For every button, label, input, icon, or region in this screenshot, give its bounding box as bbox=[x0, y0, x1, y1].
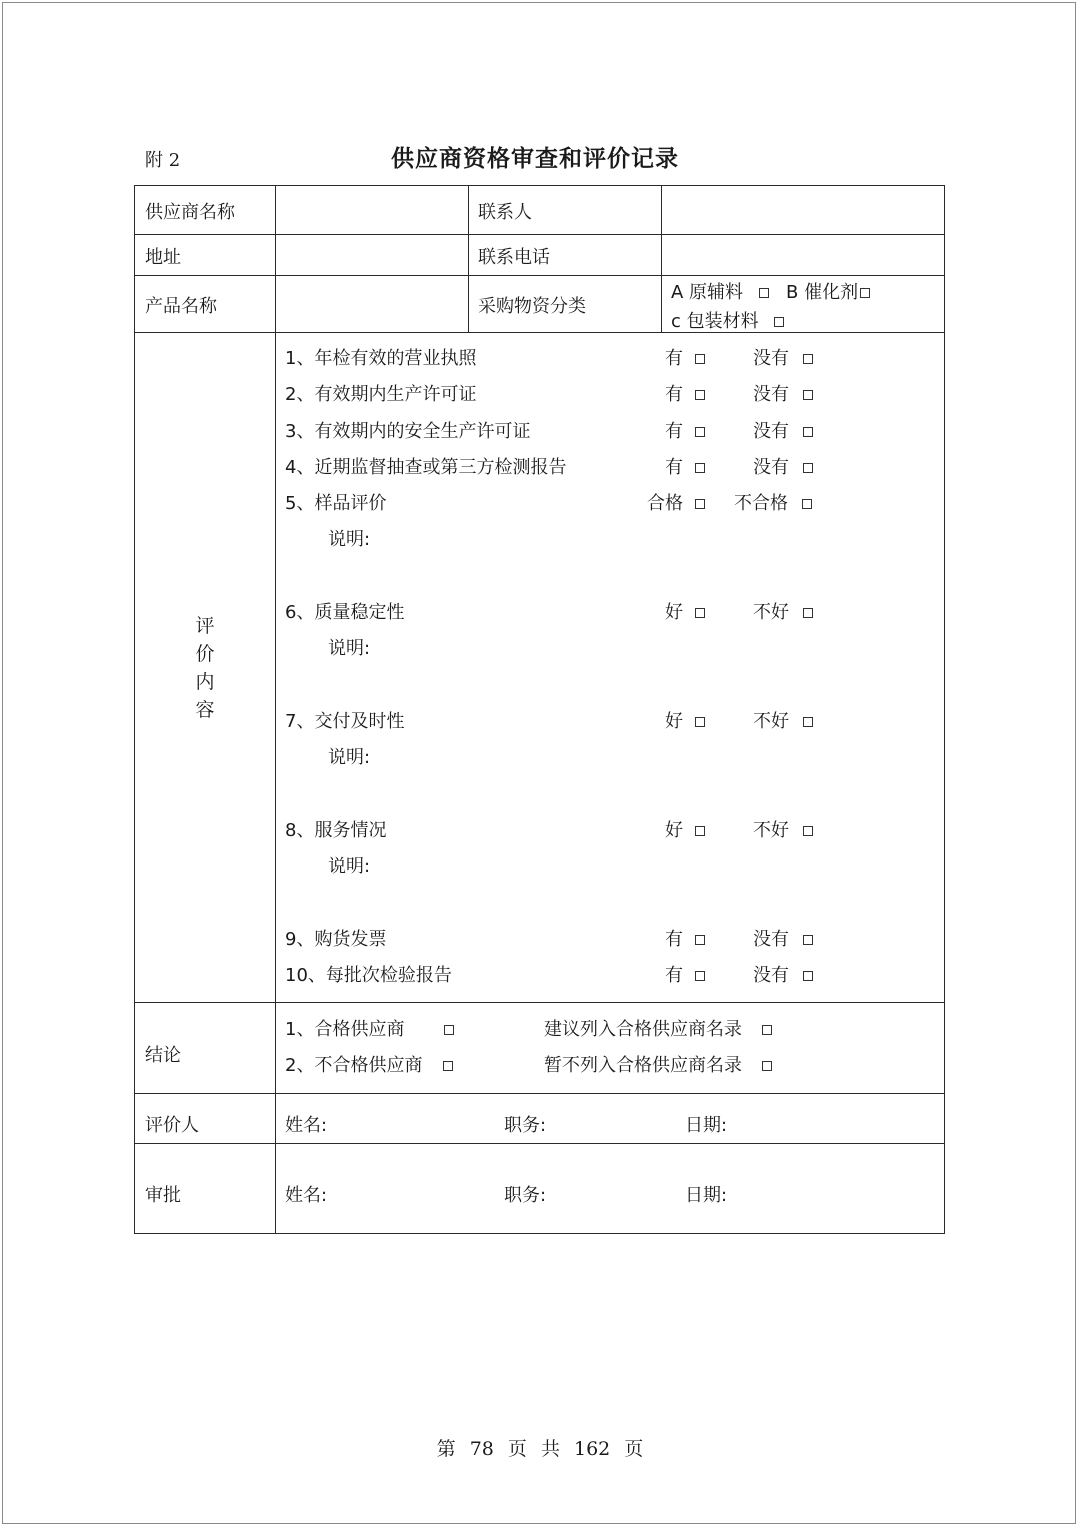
evaluation-option-1[interactable]: 好 bbox=[665, 707, 705, 733]
checkbox-icon[interactable] bbox=[762, 1061, 772, 1071]
note-label: 说明: bbox=[328, 747, 371, 768]
checkbox-icon[interactable] bbox=[803, 971, 813, 981]
evaluation-option-1[interactable]: 好 bbox=[665, 598, 705, 624]
checkbox-icon[interactable] bbox=[695, 463, 705, 473]
conclusion-option-qualified[interactable]: 1、合格供应商 bbox=[285, 1015, 454, 1041]
evaluation-option-2[interactable]: 没有 bbox=[753, 961, 813, 987]
evaluation-option-2[interactable]: 不合格 bbox=[734, 489, 812, 515]
checkbox-icon[interactable] bbox=[443, 1061, 453, 1071]
checkbox-icon[interactable] bbox=[803, 463, 813, 473]
evaluation-item-text: 10、每批次检验报告 bbox=[285, 965, 452, 986]
checkbox-icon[interactable] bbox=[774, 317, 784, 327]
evaluator-date-label: 日期: bbox=[685, 1115, 728, 1136]
evaluation-item-text: 8、服务情况 bbox=[285, 820, 387, 841]
evaluation-section-label: 评 价 内 容 bbox=[195, 615, 215, 721]
contact-person-label: 联系人 bbox=[478, 202, 532, 223]
checkbox-icon[interactable] bbox=[803, 354, 813, 364]
evaluation-option-1[interactable]: 有 bbox=[665, 453, 705, 479]
approval-date-label: 日期: bbox=[685, 1185, 728, 1206]
checkbox-icon[interactable] bbox=[695, 608, 705, 618]
checkbox-icon[interactable] bbox=[803, 608, 813, 618]
evaluation-option-2[interactable]: 不好 bbox=[753, 598, 813, 624]
checkbox-icon[interactable] bbox=[802, 499, 812, 509]
evaluation-item-text: 7、交付及时性 bbox=[285, 711, 405, 732]
conclusion-note-exclude[interactable]: 暂不列入合格供应商名录 bbox=[544, 1051, 772, 1077]
evaluator-label: 评价人 bbox=[145, 1115, 199, 1136]
evaluation-option-2[interactable]: 没有 bbox=[753, 380, 813, 406]
evaluation-item-text: 9、购货发票 bbox=[285, 929, 387, 950]
evaluation-option-2[interactable]: 没有 bbox=[753, 925, 813, 951]
product-name-label: 产品名称 bbox=[145, 296, 217, 317]
evaluation-option-1[interactable]: 好 bbox=[665, 816, 705, 842]
checkbox-icon[interactable] bbox=[695, 971, 705, 981]
category-option-b[interactable]: B 催化剂 bbox=[786, 278, 870, 304]
approval-name-label: 姓名: bbox=[285, 1185, 328, 1206]
checkbox-icon[interactable] bbox=[803, 390, 813, 400]
evaluation-item-text: 5、样品评价 bbox=[285, 493, 387, 514]
checkbox-icon[interactable] bbox=[759, 288, 769, 298]
checkbox-icon[interactable] bbox=[762, 1025, 772, 1035]
conclusion-note-include[interactable]: 建议列入合格供应商名录 bbox=[544, 1015, 772, 1041]
evaluation-item-text: 4、近期监督抽查或第三方检测报告 bbox=[285, 457, 567, 478]
checkbox-icon[interactable] bbox=[695, 826, 705, 836]
checkbox-icon[interactable] bbox=[803, 935, 813, 945]
checkbox-icon[interactable] bbox=[860, 288, 870, 298]
evaluation-option-1[interactable]: 有 bbox=[665, 417, 705, 443]
evaluation-option-1[interactable]: 有 bbox=[665, 925, 705, 951]
evaluation-option-1[interactable]: 有 bbox=[665, 961, 705, 987]
phone-label: 联系电话 bbox=[478, 247, 550, 268]
checkbox-icon[interactable] bbox=[444, 1025, 454, 1035]
checkbox-icon[interactable] bbox=[803, 427, 813, 437]
category-label: 采购物资分类 bbox=[478, 296, 586, 317]
checkbox-icon[interactable] bbox=[695, 390, 705, 400]
evaluation-item-text: 1、年检有效的营业执照 bbox=[285, 348, 477, 369]
evaluation-option-1[interactable]: 有 bbox=[665, 380, 705, 406]
annex-label: 附 2 bbox=[145, 150, 181, 171]
checkbox-icon[interactable] bbox=[803, 717, 813, 727]
checkbox-icon[interactable] bbox=[695, 354, 705, 364]
evaluator-position-label: 职务: bbox=[504, 1115, 547, 1136]
page-border bbox=[2, 2, 1076, 1524]
evaluation-item-text: 6、质量稳定性 bbox=[285, 602, 405, 623]
note-label: 说明: bbox=[328, 638, 371, 659]
evaluation-option-2[interactable]: 没有 bbox=[753, 417, 813, 443]
conclusion-label: 结论 bbox=[145, 1045, 181, 1066]
note-label: 说明: bbox=[328, 529, 371, 550]
checkbox-icon[interactable] bbox=[695, 935, 705, 945]
conclusion-option-unqualified[interactable]: 2、不合格供应商 bbox=[285, 1051, 453, 1077]
page-title: 供应商资格审查和评价记录 bbox=[391, 146, 679, 172]
checkbox-icon[interactable] bbox=[695, 499, 705, 509]
supplier-name-label: 供应商名称 bbox=[145, 202, 235, 223]
evaluation-option-2[interactable]: 没有 bbox=[753, 344, 813, 370]
category-option-a[interactable]: A 原辅料 bbox=[671, 278, 769, 304]
evaluation-option-2[interactable]: 不好 bbox=[753, 816, 813, 842]
note-label: 说明: bbox=[328, 856, 371, 877]
evaluation-option-2[interactable]: 没有 bbox=[753, 453, 813, 479]
evaluation-option-2[interactable]: 不好 bbox=[753, 707, 813, 733]
evaluator-name-label: 姓名: bbox=[285, 1115, 328, 1136]
category-option-c[interactable]: c 包装材料 bbox=[671, 307, 784, 333]
approval-position-label: 职务: bbox=[504, 1185, 547, 1206]
address-label: 地址 bbox=[145, 247, 181, 268]
checkbox-icon[interactable] bbox=[803, 826, 813, 836]
evaluation-option-1[interactable]: 合格 bbox=[647, 489, 705, 515]
evaluation-item-text: 3、有效期内的安全生产许可证 bbox=[285, 421, 531, 442]
checkbox-icon[interactable] bbox=[695, 427, 705, 437]
evaluation-option-1[interactable]: 有 bbox=[665, 344, 705, 370]
evaluation-item-text: 2、有效期内生产许可证 bbox=[285, 384, 477, 405]
approval-label: 审批 bbox=[145, 1185, 181, 1206]
page-footer: 第 78 页 共 162 页 bbox=[436, 1438, 644, 1460]
checkbox-icon[interactable] bbox=[695, 717, 705, 727]
